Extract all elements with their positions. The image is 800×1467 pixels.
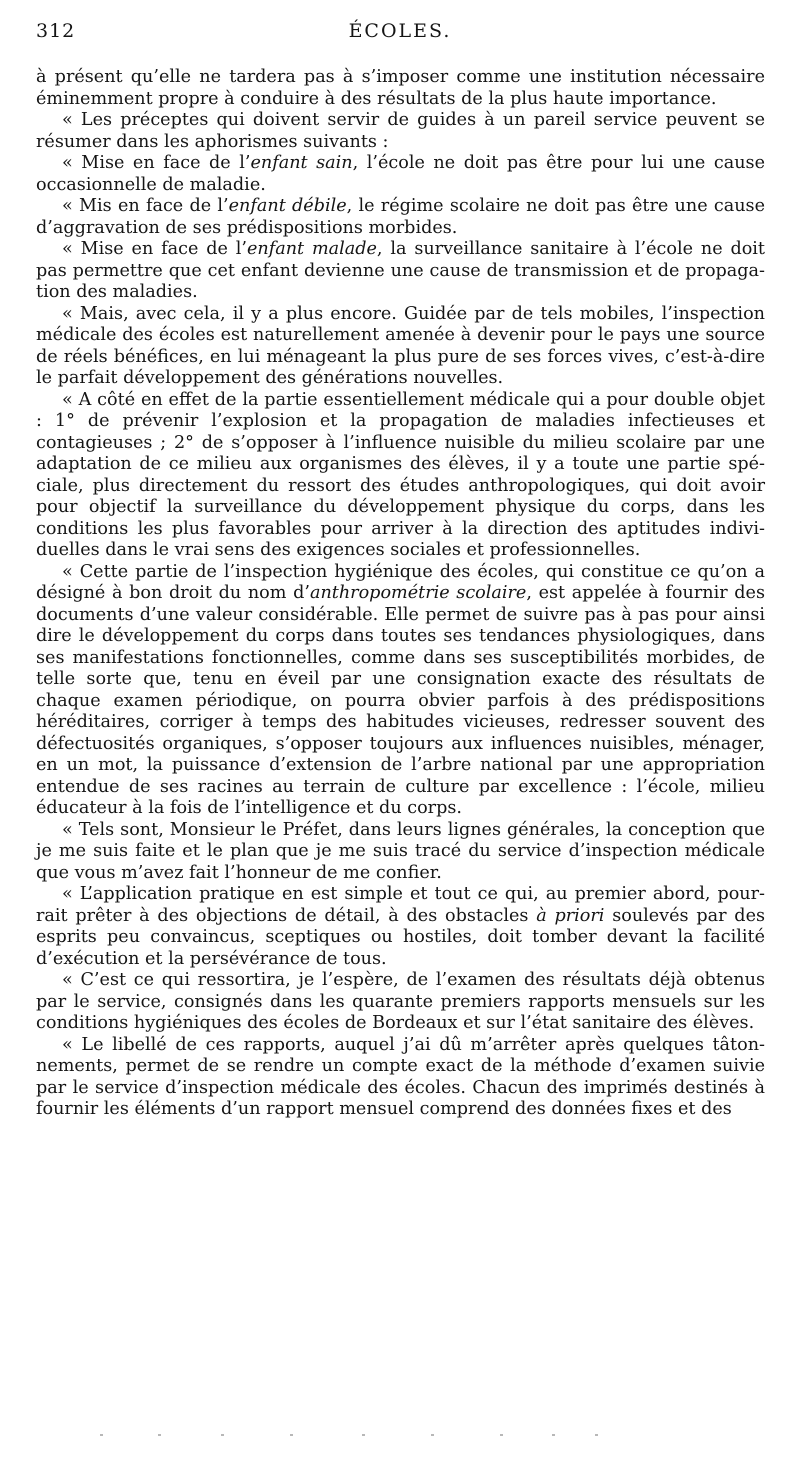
page-header (36, 16, 764, 50)
paragraph-text: « Mis en face de l’ (62, 196, 229, 216)
italic-term: enfant débile (228, 196, 347, 216)
paragraph-text: , l’école ne doit pas être pour lui une cause occasionnelle de maladie. (36, 153, 765, 195)
paragraph-text: , le régime scolaire ne doit pas être une cause d’aggravation de ses prédispositions morbides. (36, 196, 765, 238)
paragraph (36, 196, 765, 239)
running-title: ÉCOLES. (348, 20, 452, 42)
paragraph: « Tels sont, Monsieur le Préfet, dans leurs lignes générales, la conception que je me suis faite et le plan que je me suis tracé du service d’inspection médicale que vous m’avez fait l’honneur de me confier. (36, 819, 765, 883)
paragraph-text: , est appelée à fournir des documents d’une valeur considérable. Elle permet de suivre pas à pas pour ainsi dire le développement du corps dans toutes ses tendances physiologiques, dans ses manifestations fonctionnelles, comme dans ses susceptibilités morbides, de telle sorte que, tenu en éveil par une consignation exacte des résultats de chaque examen périodique, on pourra obvier parfois à des prédispositions héréditaires, corriger à temps des habitudes vicieuses, redresser souvent des défectuosités organiques, s’opposer toujours aux influences nuisibles, ménager, en un mot, la puissance d’extension de l’arbre national par une appropriation entendue de ses racines au terrain de culture par excellence : l’école, milieu éducateur à la fois de l’intelligence et du corps. (36, 583, 765, 818)
paragraph-text: « Cette partie de l’inspection hygiénique des écoles, qui constitue ce qu’on a désigné à bon droit du nom d’ (36, 561, 765, 603)
paragraph (36, 239, 765, 304)
paragraph: « Les préceptes qui doivent servir de guides à un pareil service peuvent se résumer dans les aphorismes suivants : (36, 110, 765, 152)
paragraph: « C’est ce qui ressortira, je l’espère, de l’examen des résultats déjà obtenus par le service, consignés dans les quarante premiers rapports mensuels sur les conditions hygiéniques des écoles de Bordeaux et sur l’état sanitaire des élèves. (36, 970, 765, 1033)
italic-term: anthropométrie scolaire (309, 583, 527, 603)
paragraph: « Mais, avec cela, il y a plus encore. Guidée par de tels mobiles, l’inspection médicale des écoles est naturellement amenée à devenir pour le pays une source de réels bénéfices, en lui ménageant la plus pure de ses forces vives, c’est-à-dire le parfait développement des générations nouvelles. (36, 303, 765, 388)
paragraph-text: soulevés par des esprits peu convaincus, sceptiques ou hostiles, doit tomber devant la facilité d’exécution et la persévérance de tous. (36, 905, 766, 969)
paragraph-text: « Mise en face de l’ (62, 153, 251, 173)
body-text (36, 67, 765, 1121)
italic-term: enfant malade (246, 239, 377, 259)
paragraph: à présent qu’elle ne tardera pas à s’imposer comme une institution nécessaire éminemment propre à conduire à des résultats de la plus haute importance. (36, 67, 765, 109)
paragraph (36, 884, 765, 970)
paragraph-text: « L’application pratique en est simple et tout ce qui, au premier abord, pour-rait prêter à des objections de détail, à des obstacles (36, 884, 765, 926)
paragraph-text: « Mise en face de l’ (62, 239, 247, 259)
paragraph (36, 153, 765, 196)
italic-term: enfant sain (250, 153, 353, 173)
paragraph: « A côté en effet de la partie essentiellement médicale qui a pour double objet : 1° de prévenir l’explosion et la propagation de maladies infectieuses et contagieuses ; 2° de s’opposer à l’influence nuisible du milieu scolaire par une adaptation de ce milieu aux organismes des élèves, il y a toute une partie spé-ciale, plus directement du ressort des études anthropologiques, qui doit avoir pour objectif la surveillance du développement physique du corps, dans les conditions les plus favorables pour arriver à la direction des aptitudes indivi-duelles dans le vrai sens des exigences sociales et professionnelles. (36, 389, 765, 560)
paragraph (36, 562, 765, 820)
paragraph-text: , la surveillance sanitaire à l’école ne doit pas permettre que cet enfant devienne une cause de transmission et de propaga-tion des maladies. (36, 239, 765, 302)
paragraph: « Le libellé de ces rapports, auquel j’ai dû m’arrêter après quelques tâton-nements, permet de se rendre un compte exact de la méthode d’examen suivie par le service d’inspection médicale des écoles. Chacun des imprimés destinés à fournir les éléments d’un rapport mensuel comprend des données fixes et des (36, 1034, 765, 1119)
italic-term: à priori (536, 905, 605, 926)
page-number: 312 (36, 20, 76, 42)
bottom-print-specks (100, 1434, 660, 1440)
